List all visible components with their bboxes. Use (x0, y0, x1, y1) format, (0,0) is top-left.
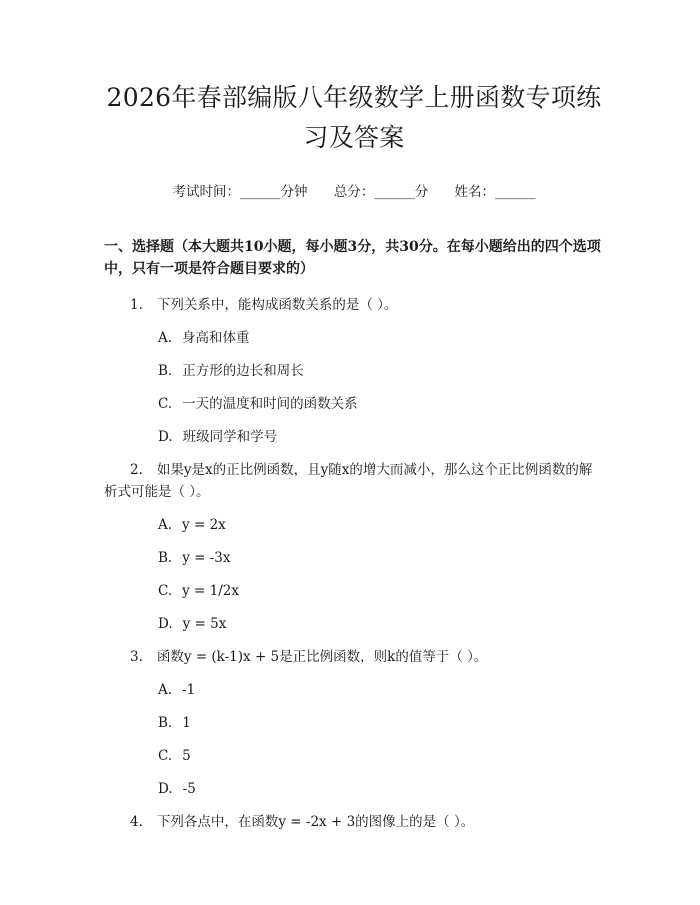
option-letter: C. (158, 748, 173, 764)
option-letter: B. (158, 363, 173, 379)
option-b (104, 712, 604, 734)
option-text: -5 (182, 781, 196, 797)
question-number: 1. (130, 297, 143, 313)
option-c (104, 393, 604, 415)
option-text: y = 1/2x (182, 583, 240, 599)
option-letter: D. (158, 616, 173, 632)
exam-info (104, 180, 604, 200)
option-text: 5 (182, 748, 191, 764)
option-text: y = 2x (182, 517, 226, 533)
option-text: 一天的温度和时间的函数关系 (182, 396, 358, 412)
option-b (104, 547, 604, 569)
option-letter: D. (158, 781, 173, 797)
option-d (104, 426, 604, 448)
option-c (104, 745, 604, 767)
option-b (104, 360, 604, 382)
question-text: 下列关系中，能构成函数关系的是（ ）。 (156, 297, 398, 313)
question-stem (104, 811, 604, 833)
option-d (104, 778, 604, 800)
question-number: 2. (130, 462, 143, 478)
option-a (104, 327, 604, 349)
option-d (104, 613, 604, 635)
question-stem (104, 294, 604, 316)
option-letter: C. (158, 583, 173, 599)
question-1 (104, 294, 604, 448)
option-text: 班级同学和学号 (182, 429, 278, 445)
question-list (104, 294, 604, 833)
option-letter: D. (158, 429, 173, 445)
page-title: 2026年春部编版八年级数学上册函数专项练习及答案 (106, 83, 602, 152)
question-stem (104, 646, 604, 668)
option-letter: B. (158, 715, 173, 731)
question-text: 下列各点中，在函数y = -2x + 3的图像上的是（ ）。 (156, 814, 475, 830)
question-3 (104, 646, 604, 800)
option-text: 1 (182, 715, 191, 731)
option-letter: A. (158, 330, 173, 346)
question-text: 如果y是x的正比例函数，且y随x的增大而减小，那么这个正比例函数的解析式可能是（ ）。 (104, 462, 593, 500)
question-stem (104, 459, 604, 503)
student-name: 姓名：______ (454, 184, 536, 200)
question-4 (104, 811, 604, 833)
exam-time: 考试时间：______分钟 (172, 184, 308, 200)
option-a (104, 514, 604, 536)
option-text: -1 (182, 682, 196, 698)
section-heading-multiple-choice: 一、选择题（本大题共10小题，每小题3分，共30分。在每小题给出的四个选项中，只有一项是符合题目要求的） (104, 239, 601, 277)
question-text: 函数y = (k-1)x + 5是正比例函数，则k的值等于（ ）。 (156, 649, 488, 665)
question-2 (104, 459, 604, 635)
total-score: 总分：______分 (333, 184, 429, 200)
option-letter: A. (158, 517, 173, 533)
option-c (104, 580, 604, 602)
option-text: y = 5x (182, 616, 227, 632)
question-number: 3. (130, 649, 143, 665)
option-letter: A. (158, 682, 173, 698)
option-text: 正方形的边长和周长 (182, 363, 304, 379)
option-letter: C. (158, 396, 173, 412)
option-letter: B. (158, 550, 173, 566)
option-text: 身高和体重 (182, 330, 250, 346)
option-text: y = -3x (182, 550, 231, 566)
option-a (104, 679, 604, 701)
question-number: 4. (130, 814, 143, 830)
